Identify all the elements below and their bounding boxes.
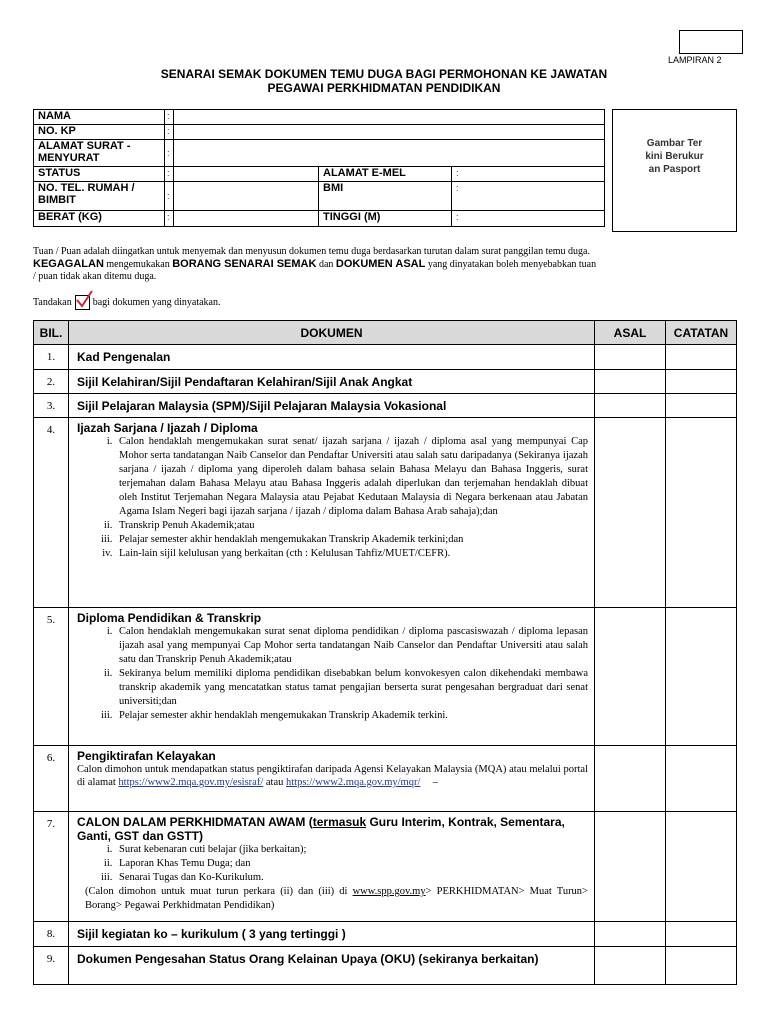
notice-text-span: dan — [316, 259, 336, 270]
photo-label: Gambar Terkini Berukuran Pasport — [645, 138, 704, 175]
row-bil: 3. — [34, 394, 69, 418]
notice-line-3: / puan tidak akan ditemu duga. — [33, 271, 157, 282]
notice-text-span: mengemukakan — [103, 259, 173, 270]
asal-cell[interactable] — [595, 418, 666, 608]
row-bil: 8. — [34, 922, 69, 947]
paragraph-text: Calon dimohon untuk mendapatkan status pengiktirafan daripada Agensi Kelayakan Malaysia (MQA) atau melalui portal di alamat — [77, 764, 588, 788]
catatan-cell[interactable] — [666, 608, 737, 746]
notice-text-span: yang dinyatakan boleh menyebabkan tuan — [425, 259, 597, 270]
asal-cell[interactable] — [595, 947, 666, 985]
document-checklist-table — [33, 320, 737, 985]
note-text: (Calon dimohon untuk muat turun perkara (ii) dan (iii) di — [85, 886, 353, 897]
row-document — [69, 345, 595, 370]
table-row — [34, 947, 737, 985]
catatan-cell[interactable] — [666, 370, 737, 394]
field-bmi[interactable]: : — [452, 182, 605, 211]
tandakan-label: Tandakan — [33, 297, 72, 308]
tandakan-suffix: bagi dokumen yang dinyatakan. — [92, 297, 221, 308]
table-row — [34, 370, 737, 394]
note-text: > PERKHIDMATAN> Muat Turun> Borang> Pegawai Perkhidmatan Pendidikan) — [85, 886, 588, 911]
field-no-tel[interactable] — [174, 182, 319, 211]
row-bil: 9. — [34, 947, 69, 985]
colon: : — [165, 125, 174, 140]
asal-cell[interactable] — [595, 922, 666, 947]
document-title: Kad Pengenalan — [77, 350, 171, 364]
label-tinggi: TINGGI (M) — [319, 211, 452, 227]
checkmark-icon — [75, 295, 90, 310]
table-row — [34, 418, 737, 608]
colon: : — [165, 167, 174, 182]
title-part: CALON DALAM PERKHIDMATAN AWAM ( — [77, 815, 313, 829]
table-header-row — [34, 321, 737, 345]
document-items — [77, 435, 588, 561]
link-esisraf[interactable]: https://www2.mqa.gov.my/esisraf/ — [118, 777, 264, 788]
field-no-kp[interactable] — [174, 125, 605, 140]
label-bmi: BMI — [319, 182, 452, 211]
catatan-cell[interactable] — [666, 947, 737, 985]
field-berat[interactable] — [174, 211, 319, 227]
document-note — [77, 885, 588, 913]
row-bil: 4. — [34, 418, 69, 608]
colon: : — [165, 182, 174, 211]
catatan-cell[interactable] — [666, 345, 737, 370]
table-row — [34, 746, 737, 812]
row-document — [69, 922, 595, 947]
notice-dokumen-asal: DOKUMEN ASAL — [335, 258, 426, 270]
catatan-cell[interactable] — [666, 746, 737, 812]
row-bil: 2. — [34, 370, 69, 394]
list-item: i. Calon hendaklah mengemukakan surat senat diploma pendidikan / diploma pascasiswazah / diploma lepasan ijazah asal yang mempunyai Cap Mohor serta tandatangan Naib Canselor dan Pendaftar Universiti atau salah satu dan Transkrip Penuh Akademik;atau — [115, 625, 588, 667]
list-item: ii. Sekiranya belum memiliki diploma pendidikan disebabkan belum konvokesyen calon dikehendaki membawa transkrip akademik yang mencatatkan status tamat pengajian berserta surat pengesahan bergraduat dari senat universiti;dan — [115, 667, 588, 709]
row-bil: 1. — [34, 345, 69, 370]
photo-placeholder — [612, 109, 737, 232]
table-row — [34, 922, 737, 947]
list-item: iii. Pelajar semester akhir hendaklah mengemukakan Transkrip Akademik terkini. — [115, 709, 588, 723]
spp-link[interactable]: www.spp.gov.my — [352, 886, 426, 897]
document-paragraph — [77, 763, 588, 789]
title-line-1: SENARAI SEMAK DOKUMEN TEMU DUGA BAGI PERMOHONAN KE JAWATAN — [160, 67, 608, 81]
document-title: Sijil Pelajaran Malaysia (SPM)/Sijil Pelajaran Malaysia Vokasional — [77, 399, 447, 413]
colon: : — [165, 211, 174, 227]
asal-cell[interactable] — [595, 608, 666, 746]
lampiran-label: LAMPIRAN 2 — [668, 55, 722, 65]
header-catatan: CATATAN — [666, 321, 737, 345]
catatan-cell[interactable] — [666, 812, 737, 922]
field-status[interactable] — [174, 167, 319, 182]
field-alamat-surat[interactable] — [174, 140, 605, 167]
table-row — [34, 394, 737, 418]
notice-line-2 — [33, 258, 713, 271]
notice-text — [33, 246, 713, 283]
table-row — [34, 608, 737, 746]
asal-cell[interactable] — [595, 812, 666, 922]
asal-cell[interactable] — [595, 394, 666, 418]
header-asal: ASAL — [595, 321, 666, 345]
table-row — [34, 345, 737, 370]
row-bil: 6. — [34, 746, 69, 812]
document-title: Dokumen Pengesahan Status Orang Kelainan Upaya (OKU) (sekiranya berkaitan) — [77, 952, 539, 966]
field-tinggi[interactable]: : — [452, 211, 605, 227]
document-title — [77, 815, 588, 843]
header-dokumen: DOKUMEN — [69, 321, 595, 345]
colon: : — [165, 140, 174, 167]
notice-line-1: Tuan / Puan adalah diingatkan untuk menyemak dan menyusun dokumen temu duga berdasarkan turutan dalam surat panggilan temu duga. — [33, 246, 590, 257]
link-mqr[interactable]: https://www2.mqa.gov.my/mqr/ — [286, 777, 421, 788]
label-berat: BERAT (KG) — [34, 211, 165, 227]
field-nama[interactable] — [174, 110, 605, 125]
title-underlined: termasuk — [312, 815, 367, 829]
catatan-cell[interactable] — [666, 394, 737, 418]
label-alamat-emel: ALAMAT E-MEL — [319, 167, 452, 182]
lampiran-box — [679, 30, 743, 54]
row-bil: 5. — [34, 608, 69, 746]
list-item: iii. Senarai Tugas dan Ko-Kurikulum. — [115, 871, 588, 885]
paragraph-text: atau — [263, 777, 287, 788]
table-row — [34, 812, 737, 922]
list-item: ii. Transkrip Penuh Akademik;atau — [115, 519, 588, 533]
row-document — [69, 370, 595, 394]
colon: : — [165, 110, 174, 125]
notice-borang: BORANG SENARAI SEMAK — [172, 258, 317, 270]
label-status: STATUS — [34, 167, 165, 182]
list-item: i. Calon hendaklah mengemukakan surat senat/ ijazah sarjana / ijazah / diploma asal yang mempunyai Cap Mohor serta tandatangan Naib Canselor dan Pendaftar Universiti atau salah satu daripadanya (Sekiranya ijazah sarjana / ijazah / diploma yang diperoleh dalam bahasa selain Bahasa Melayu dan Bahasa Inggeris, surat terjemahan dalam Bahasa Melayu atau Bahasa Inggeris adalah diperlukan dan terjemahan hendaklah dibuat oleh Institut Terjemahan Negara Malaysia atau Pejabat Kedutaan Malaysia di Negara berkenaan atau Jabatan Agama Islam Negeri bagi ijazah sarjana / ijazah / diploma dalam Bahasa Arab sahaja);dan — [115, 435, 588, 519]
label-no-kp: NO. KP — [34, 125, 165, 140]
list-item: iv. Lain-lain sijil kelulusan yang berkaitan (cth : Kelulusan Tahfiz/MUET/CEFR). — [115, 547, 588, 561]
asal-cell[interactable] — [595, 746, 666, 812]
header-bil: BIL. — [34, 321, 69, 345]
document-title: Sijil kegiatan ko – kurikulum ( 3 yang tertinggi ) — [77, 927, 346, 941]
row-document — [69, 608, 595, 746]
notice-kegagalan: KEGAGALAN — [33, 258, 104, 270]
title-part: Guru Interim, Kontrak, Sementara, Ganti, GST dan GSTT) — [77, 815, 565, 843]
catatan-cell[interactable] — [666, 922, 737, 947]
row-document — [69, 746, 595, 812]
row-document — [69, 812, 595, 922]
label-no-tel: NO. TEL. RUMAH / BIMBIT — [34, 182, 165, 211]
field-alamat-emel[interactable]: : — [452, 167, 605, 182]
title-line-2: PEGAWAI PERKHIDMATAN PENDIDIKAN — [267, 81, 501, 95]
label-alamat-surat: ALAMAT SURAT - MENYURAT — [34, 140, 165, 167]
document-items — [77, 625, 588, 723]
row-document — [69, 418, 595, 608]
document-title — [0, 67, 768, 95]
document-items — [77, 843, 588, 885]
dash: – — [432, 777, 438, 788]
list-item: ii. Laporan Khas Temu Duga; dan — [115, 857, 588, 871]
row-document — [69, 394, 595, 418]
document-title: Pengiktirafan Kelayakan — [77, 749, 216, 763]
asal-cell[interactable] — [595, 370, 666, 394]
row-bil: 7. — [34, 812, 69, 922]
label-nama: NAMA — [34, 110, 165, 125]
row-document — [69, 947, 595, 985]
tick-instruction — [33, 295, 220, 310]
catatan-cell[interactable] — [666, 418, 737, 608]
document-title: Sijil Kelahiran/Sijil Pendaftaran Kelahiran/Sijil Anak Angkat — [77, 375, 413, 389]
personal-info-table — [33, 109, 605, 227]
document-title: Diploma Pendidikan & Transkrip — [77, 611, 262, 625]
list-item: iii. Pelajar semester akhir hendaklah mengemukakan Transkrip Akademik terkini;dan — [115, 533, 588, 547]
list-item: i. Surat kebenaran cuti belajar (jika berkaitan); — [115, 843, 588, 857]
asal-cell[interactable] — [595, 345, 666, 370]
document-title: Ijazah Sarjana / Ijazah / Diploma — [77, 421, 258, 435]
